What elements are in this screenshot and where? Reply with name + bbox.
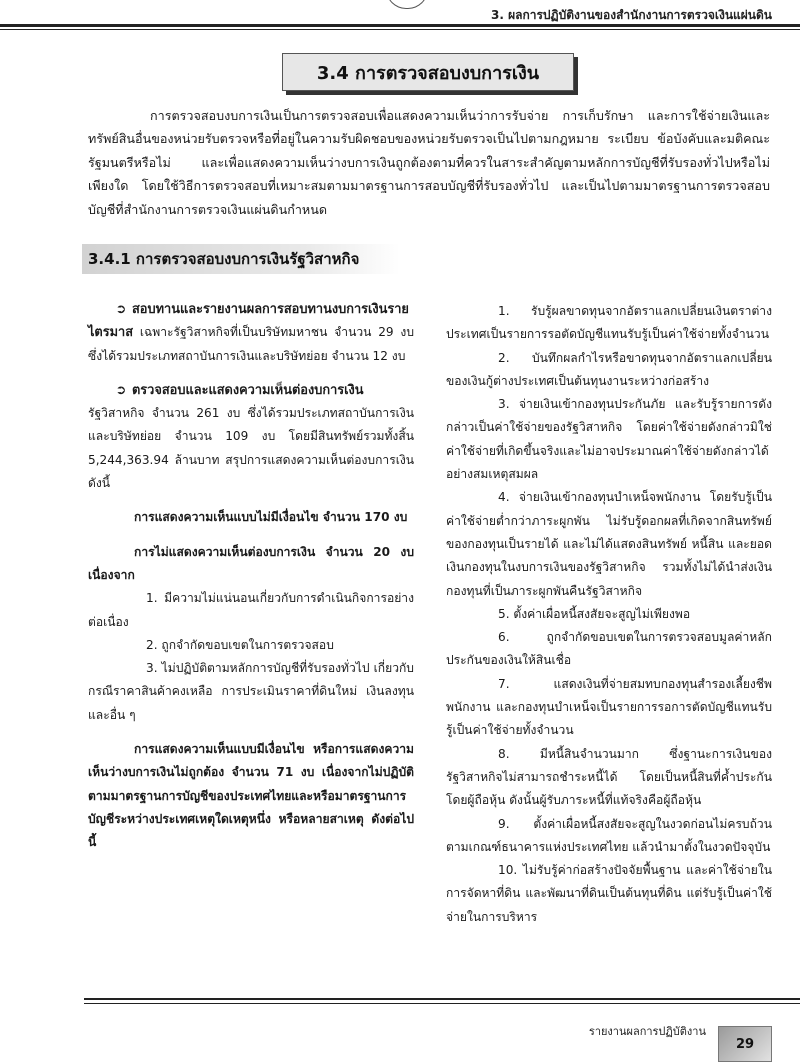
list-item: 5. ตั้งค่าเผื่อหนี้สงสัยจะสูญไม่เพียงพอ	[498, 606, 691, 621]
list-item: 2. บันทึกผลกำไรหรือขาดทุนจากอัตราแลกเปลี่ยนของเงินกู้ต่างประเทศเป็นต้นทุนงานระหว่างก่อสร้าง	[446, 350, 772, 388]
header-divider	[0, 24, 800, 27]
disclaimer-opinion: การไม่แสดงความเห็นต่องบการเงิน จำนวน 20 งบ เนื่องจาก	[88, 544, 414, 582]
list-item: 4. จ่ายเงินเข้ากองทุนบำเหน็จพนักงาน โดยรับรู้เป็นค่าใช้จ่ายต่ำกว่าภาระผูกพัน ไม่รับรู้ดอกผลที่เกิดจากสินทรัพย์ของกองทุนเป็นรายได้ และไม่ได้แสดงสินทรัพย์ หนี้สิน และยอดเงินกองทุนในงบการเงินของรัฐวิสาหกิจ รวมทั้งไม่ได้นำส่งเงินกองทุนที่เป็นภาระผูกพันคืนรัฐวิสาหกิจ	[446, 490, 772, 598]
arrow-bullet-icon: ➲	[115, 382, 127, 398]
list-item: 1. รับรู้ผลขาดทุนจากอัตราแลกเปลี่ยนเงินตราต่างประเทศเป็นรายการรอตัดบัญชีแทนรับรู้เป็นค่าใช้จ่ายทั้งจำนวน	[446, 304, 772, 342]
running-header: 3. ผลการปฏิบัติงานของสำนักงานการตรวจเงินแผ่นดิน	[491, 8, 772, 22]
bullet-text: รัฐวิสาหกิจ จำนวน 261 งบ ซึ่งได้รวมประเภทสถาบันการเงินและบริษัทย่อย จำนวน 109 งบ โดยมีสินทรัพย์รวมทั้งสิ้น 5,244,363.94 ล้านบาท สรุปการแสดงความเห็นต่องบการเงินดังนี้	[88, 406, 414, 491]
list-item: 7. แสดงเงินที่จ่ายสมทบกองทุนสำรองเลี้ยงชีพพนักงาน และกองทุนบำเหน็จเป็นรายการรอการตัดบัญชีแทนรับรู้เป็นค่าใช้จ่ายทั้งจำนวน	[446, 676, 772, 738]
qualified-opinion: การแสดงความเห็นแบบมีเงื่อนไข หรือการแสดงความเห็นว่างบการเงินไม่ถูกต้อง จำนวน 71 งบ เนื่องจากไม่ปฏิบัติตามมาตรฐานการบัญชีของประเทศไทยและหรือมาตรฐานการบัญชีระหว่างประเทศเหตุใดเหตุหนึ่ง หรือหลายสาเหตุ ดังต่อไปนี้	[88, 742, 414, 850]
footer-divider-thin	[84, 1003, 800, 1004]
list-item: 1. มีความไม่แน่นอนเกี่ยวกับการดำเนินกิจการอย่างต่อเนื่อง	[88, 591, 414, 629]
list-item: 6. ถูกจำกัดขอบเขตในการตรวจสอบมูลค่าหลักประกันของเงินให้สินเชื่อ	[446, 630, 772, 668]
emblem-logo	[386, 0, 428, 9]
left-column	[88, 298, 414, 866]
list-item: 2. ถูกจำกัดขอบเขตในการตรวจสอบ	[146, 637, 334, 652]
bullet-heading: สอบทานและรายงานผลการสอบทานงบการเงินรายไตรมาส	[88, 302, 409, 341]
footer-report-title: รายงานผลการปฏิบัติงาน	[588, 1025, 706, 1038]
page-number: 29	[718, 1026, 772, 1062]
bullet-paragraph-1	[88, 298, 414, 368]
list-item: 3. จ่ายเงินเข้ากองทุนประกันภัย และรับรู้รายการดังกล่าวเป็นค่าใช้จ่ายของรัฐวิสาหกิจ โดยค่าใช้จ่ายดังกล่าวมิใช่ค่าใช้จ่ายที่เกิดขึ้นจริงและไม่อาจประมาณค่าใช้จ่ายดังกล่าวได้อย่างสมเหตุสมผล	[446, 397, 772, 482]
bullet-heading: ตรวจสอบและแสดงความเห็นต่องบการเงิน	[132, 382, 364, 398]
subsection-title: 3.4.1 การตรวจสอบงบการเงินรัฐวิสาหกิจ	[82, 244, 400, 274]
arrow-bullet-icon: ➲	[115, 302, 127, 317]
list-item: 9. ตั้งค่าเผื่อหนี้สงสัยจะสูญในงวดก่อนไม่ครบถ้วนตามเกณฑ์ธนาคารแห่งประเทศไทย แล้วนำมาตั้งในงวดปัจจุบัน	[446, 816, 772, 854]
unqualified-opinion: การแสดงความเห็นแบบไม่มีเงื่อนไข จำนวน 170 งบ	[134, 510, 408, 525]
right-column	[446, 300, 772, 929]
list-item: 10. ไม่รับรู้ค่าก่อสร้างปัจจัยพื้นฐาน และค่าใช้จ่ายในการจัดหาที่ดิน และพัฒนาที่ดินเป็นต้นทุนที่ดิน แต่รับรู้เป็นค่าใช้จ่ายในการบริหาร	[446, 863, 772, 924]
bullet-text: เฉพาะรัฐวิสาหกิจที่เป็นบริษัทมหาชน จำนวน 29 งบ ซึ่งได้รวมประเภทสถาบันการเงินและบริษัทย่อย จำนวน 12 งบ	[88, 325, 414, 363]
list-item: 3. ไม่ปฏิบัติตามหลักการบัญชีที่รับรองทั่วไป เกี่ยวกับกรณีราคาสินค้าคงเหลือ การประเมินราคาที่ดินใหม่ เงินลงทุน และอื่น ๆ	[88, 661, 414, 722]
section-title: 3.4 การตรวจสอบงบการเงิน	[282, 53, 574, 91]
intro-paragraph: การตรวจสอบงบการเงินเป็นการตรวจสอบเพื่อแสดงความเห็นว่าการรับจ่าย การเก็บรักษา และการใช้จ่ายเงินและทรัพย์สินอื่นของหน่วยรับตรวจหรือที่อยู่ในความรับผิดชอบของหน่วยรับตรวจเป็นไปตามกฎหมาย ระเบียบ ข้อบังคับและมติคณะรัฐมนตรีหรือไม่ และเพื่อแสดงความเห็นว่างบการเงินถูกต้องตามที่ควรในสาระสำคัญตามหลักการบัญชีที่รับรองทั่วไปหรือไม่ เพียงใด โดยใช้วิธีการตรวจสอบที่เหมาะสมตามมาตรฐานการสอบบัญชีที่รับรองทั่วไป และเป็นไปตามมาตรฐานการตรวจสอบบัญชีที่สำนักงานการตรวจเงินแผ่นดินกำหนด	[88, 108, 770, 217]
bullet-paragraph-2	[88, 379, 414, 495]
footer-divider	[84, 998, 800, 1000]
list-item: 8. มีหนี้สินจำนวนมาก ซึ่งฐานะการเงินของรัฐวิสาหกิจไม่สามารถชำระหนี้ได้ โดยเป็นหนี้สินที่ค้ำประกันโดยผู้ถือหุ้น ดังนั้นผู้รับภาระหนี้ที่แท้จริงคือผู้ถือหุ้น	[446, 746, 772, 808]
header-divider-thin	[0, 29, 800, 30]
